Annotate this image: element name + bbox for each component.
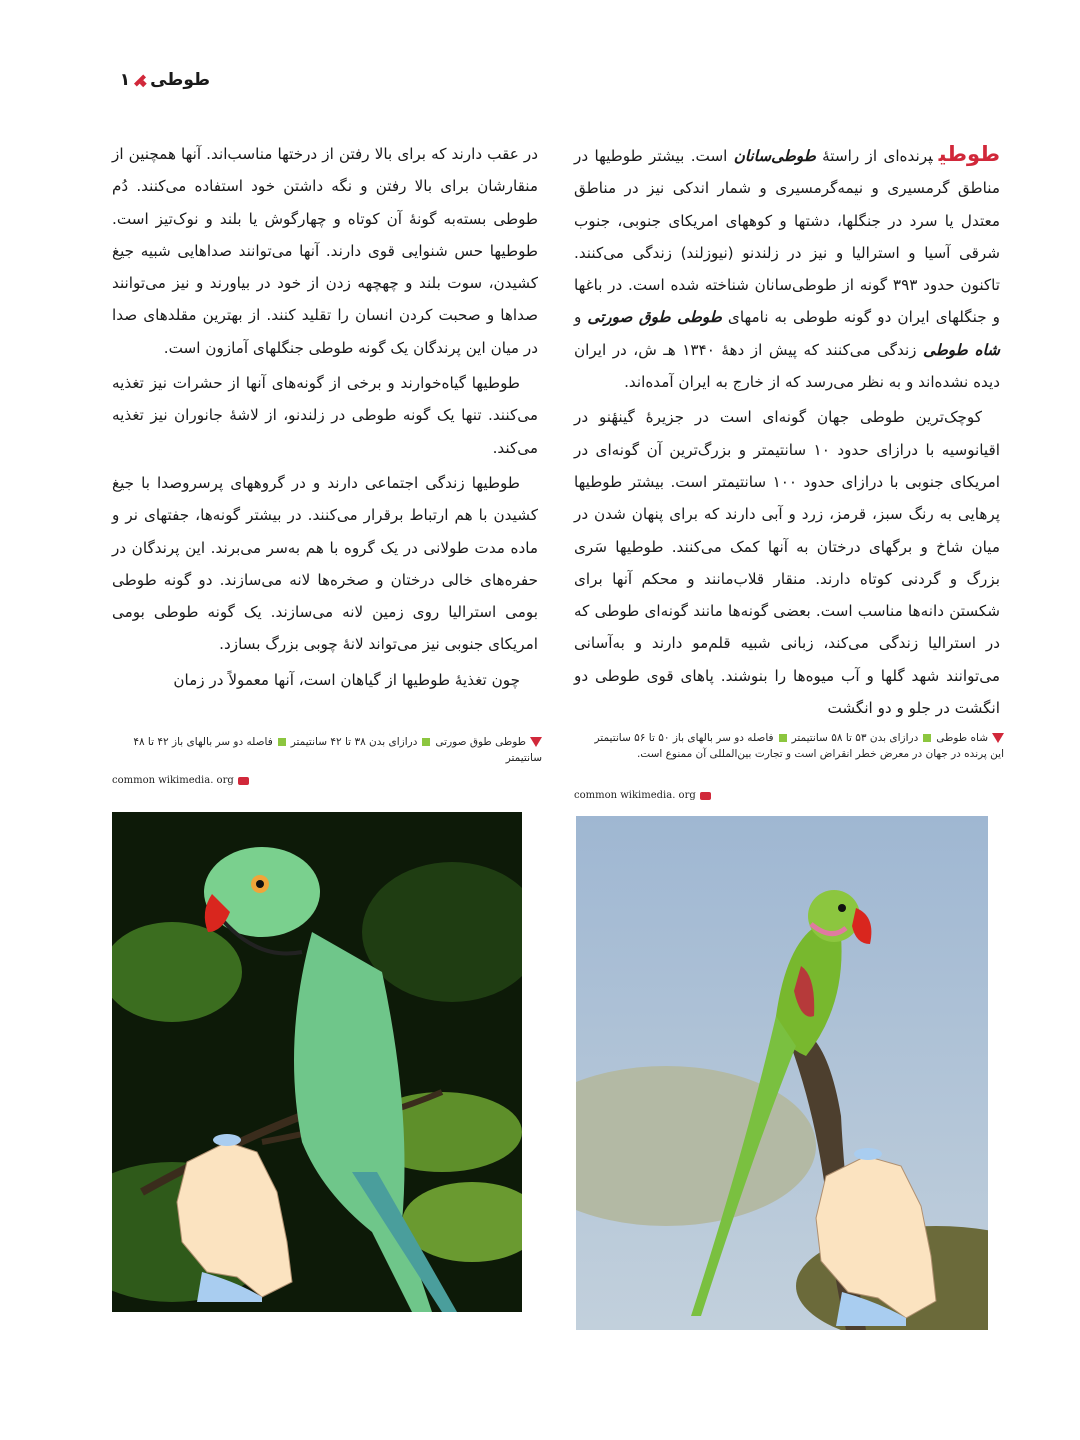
camera-icon xyxy=(238,777,249,785)
caption-length: درازای بدن ۳۸ تا ۴۲ سانتیمتر xyxy=(290,736,418,748)
diamond-icon xyxy=(134,74,146,86)
photo-alexandrine-parakeet xyxy=(576,816,988,1330)
iran-range-map xyxy=(806,1146,946,1326)
caption-note: این پرنده در جهان در معرض خطر انقراض است و تجارت بین‌المللی آن ممنوع است. xyxy=(636,748,1004,760)
text-run: پرنده‌ای از راستهٔ xyxy=(815,147,933,165)
caption-left xyxy=(112,734,542,766)
right-paragraph-1 xyxy=(574,138,1000,398)
bullet-icon xyxy=(422,738,430,746)
credit-text: common wikimedia. org xyxy=(112,775,234,786)
bullet-icon xyxy=(923,734,931,742)
photo-credit-right xyxy=(574,790,711,801)
text-run: زندگی می‌کنند که پیش از دههٔ ۱۳۴۰ هـ ش، در ایران دیده نشده‌اند و به نظر می‌رسد که از خارج به ایران آمده‌اند. xyxy=(574,340,1000,392)
term-order: طوطی‌سانان xyxy=(733,147,816,165)
right-column xyxy=(574,138,1000,727)
left-column xyxy=(112,138,538,699)
caption-right xyxy=(574,730,1004,762)
triangle-icon xyxy=(530,737,542,747)
photo-rose-ringed-parakeet xyxy=(112,812,522,1312)
iran-range-map xyxy=(167,1132,297,1302)
header-title: طوطی xyxy=(150,70,210,90)
caption-species-name: شاه طوطی xyxy=(936,732,988,744)
camera-icon xyxy=(700,792,711,800)
text-run: و xyxy=(574,308,588,327)
credit-text: common wikimedia. org xyxy=(574,790,696,801)
left-paragraph-1: در عقب دارند که برای بالا رفتن از درختها مناسب‌اند. آنها همچنین از منقارشان برای بالا رفتن و نگه داشتن خود استفاده می‌کنند. دُم طوطی بسته‌به گونهٔ آن کوتاه و چهارگوش یا بلند و نوک‌تیز است. طوطیها حس شنوایی قوی دارند. آنها می‌توانند صداهایی شبیه جیغ کشیدن، سوت بلند و چهچهه زدن از خود در بیاورند و نیز می‌توانند صداها و صحبت کردن انسان را تقلید کنند. از بهترین مقلدهای صدا در میان این پرندگان یک گونه طوطی جنگلهای آمازون است. xyxy=(112,145,538,357)
text-run: است. بیشتر طوطیها در مناطق گرمسیری و نیمه‌گرمسیری و شمار اندکی نیز در مناطق معتدل یا سرد در جنگلها، دشتها و کوههای امریکای جنوبی، جنوب شرقی آسیا و استرالیا و نیز در زلندنو (نیوزلند) زندگی می‌کنند. تاکنون حدود ۳۹۳ گونه از طوطی‌سانان شناخته شده است. در باغها و جنگلهای ایران دو گونه طوطی به نامهای xyxy=(574,147,1001,327)
page-header xyxy=(120,66,210,94)
photo-credit-left xyxy=(112,775,249,786)
bullet-icon xyxy=(779,734,787,742)
right-paragraph-2: کوچک‌ترین طوطی جهان گونه‌ای است در جزیرهٔ گینهٔنو در اقیانوسیه با درازای حدود ۱۰ سانتیمتر و بزرگ‌ترین آن گونه‌ای در امریکای جنوبی با درازای حدود ۱۰۰ سانتیمتر است. بیشتر طوطیها پرهایی به رنگ سبز، قرمز، زرد و آبی دارند که برای پنهان شدن در میان شاخ و برگهای درختان به آنها کمک می‌کنند. طوطیها سَری بزرگ و گردنی کوتاه دارند. منقار قلاب‌مانند و محکم آنها برای شکستن دانه‌ها مناسب است. بعضی گونه‌ها مانند گونه‌ای طوطی که در استرالیا زندگی می‌کند، زبانی شبیه قلم‌مو دارند و به‌آسانی می‌توانند شهد گلها و آب میوه‌ها را بنوشند. پاهای قوی طوطی دو انگشت در جلو و دو انگشت xyxy=(574,408,1000,718)
caption-wingspan: فاصله دو سر بالهای باز ۵۰ تا ۵۶ سانتیمتر xyxy=(594,732,774,744)
left-paragraph-3: طوطیها زندگی اجتماعی دارند و در گروههای پرسروصدا با جیغ کشیدن با هم ارتباط برقرار می‌کنند. در بیشتر گونه‌ها، جفتهای نر و ماده مدت طولانی در یک گروه با هم به‌سر می‌برند. این پرندگان در حفره‌های خالی درختان و صخره‌ها لانه می‌سازند. دو گونه طوطی بومی استرالیا روی زمین لانه می‌سازند. یک گونه طوطی بومی امریکای جنوبی نیز می‌تواند لانهٔ چوبی بزرگ بسازد. xyxy=(112,473,538,654)
bullet-icon xyxy=(278,738,286,746)
caption-length: درازای بدن ۵۳ تا ۵۸ سانتیمتر xyxy=(791,732,919,744)
lead-word: طوطی xyxy=(938,142,1000,166)
left-paragraph-2: طوطیها گیاه‌خوارند و برخی از گونه‌های آنها از حشرات نیز تغذیه می‌کنند. تنها یک گونه طوطی در زلندنو، از لاشهٔ جانوران نیز تغذیه می‌کند. xyxy=(112,374,538,457)
left-paragraph-4: چون تغذیهٔ طوطیها از گیاهان است، آنها معمولاً در زمان xyxy=(173,670,520,689)
term-species-2: شاه طوطی xyxy=(923,340,1000,359)
caption-species-name: طوطی طوق صورتی xyxy=(435,736,526,748)
page-number: ۱ xyxy=(119,70,131,90)
caption-wingspan: فاصله دو سر بالهای باز ۴۲ تا ۴۸ سانتیمتر xyxy=(133,736,542,764)
term-species-1: طوطی طوق صورتی xyxy=(587,308,722,327)
triangle-icon xyxy=(992,733,1004,743)
